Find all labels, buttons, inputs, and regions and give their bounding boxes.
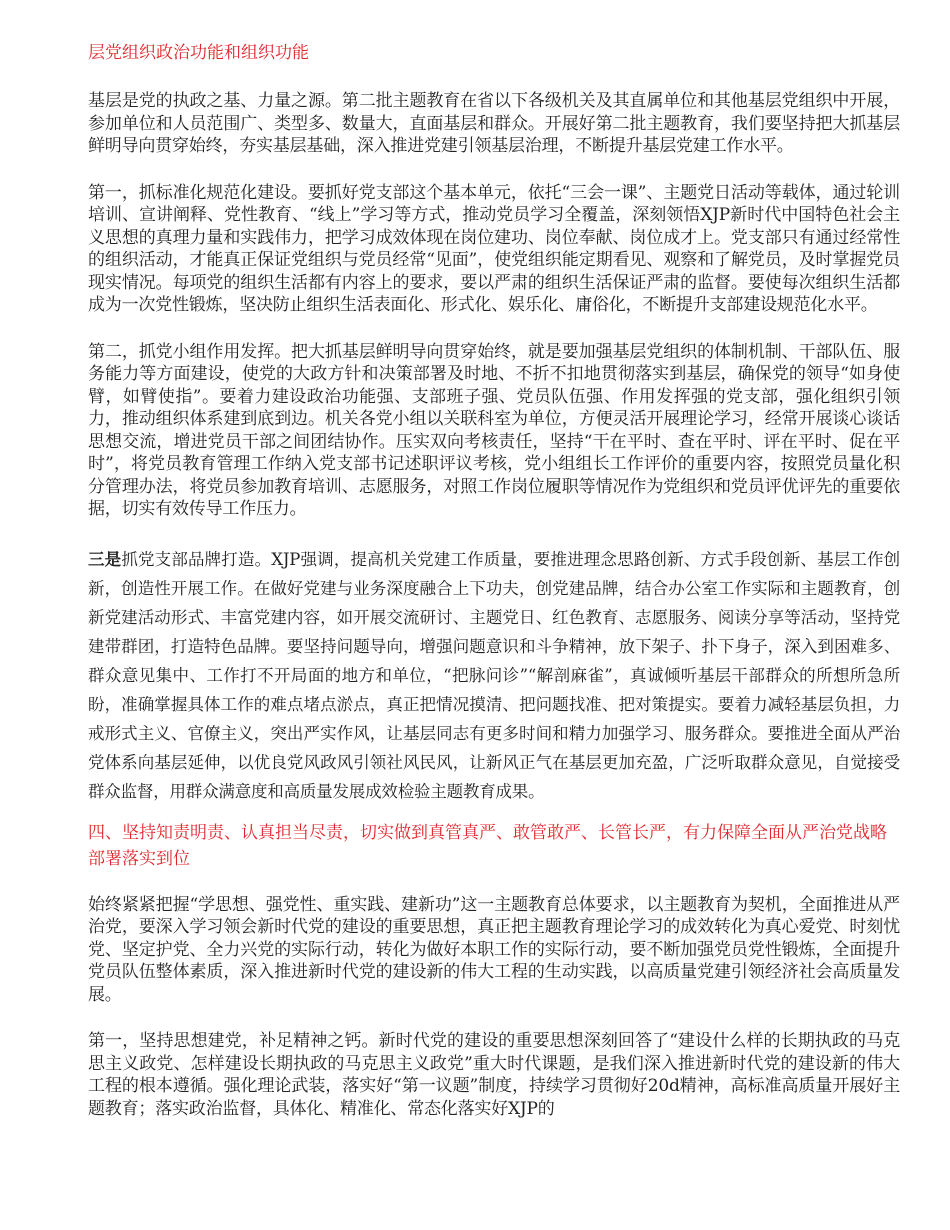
paragraph-intro: 基层是党的执政之基、力量之源。第二批主题教育在省以下各级机关及其直属单位和其他基层党组织中开展，参加单位和人员范围广、类型多、数量大，直面基层和群众。开展好第二批主题教育，我们要坚持把大抓基层鲜明导向贯穿始终，夯实基层基础，深入推进党建引领基层治理，不断提升基层党建工作水平。 <box>88 91 900 156</box>
paragraph-third-lead: 三是 <box>88 549 122 569</box>
paragraph-third-body: 抓党支部品牌打造。XJP强调，提高机关党建工作质量，要推进理念思路创新、方式手段创新、基层工作创新，创造性开展工作。在做好党建与业务深度融合上下功夫，创党建品牌，结合办公室工作实际和主题教育，创新党建活动形式、丰富党建内容，如开展交流研讨、主题党日、红色教育、志愿服务、阅读分享等活动，坚持党建带群团，打造特色品牌。要坚持问题导向，增强问题意识和斗争精神，放下架子、扑下身子，深入到困难多、群众意见集中、工作打不开局面的地方和单位，“把脉问诊”“解剖麻雀”，真诚倾听基层干部群众的所想所急所盼，准确掌握具体工作的难点堵点淤点，真正把情况摸清、把问题找准、把对策提实。要着力减轻基层负担，力戒形式主义、官僚主义，突出严实作风，让基层同志有更多时间和精力加强学习、服务群众。要推进全面从严治党体系向基层延伸，以优良党风政风引领社风民风，让新风正气在基层更加充盈，广泛听取群众意见，自觉接受群众监督，用群众满意度和高质量发展成效检验主题教育成果。 <box>88 549 900 801</box>
paragraph-first: 第一，抓标准化规范化建设。要抓好党支部这个基本单元，依托“三会一课”、主题党日活动等载体，通过轮训培训、宣讲阐释、党性教育、“线上”学习等方式，推动党员学习全覆盖，深刻领悟XJP新时代中国特色社会主义思想的真理力量和实践伟力，把学习成效体现在岗位建功、岗位奉献、岗位成才上。党支部只有通过经常性的组织活动，才能真正保证党组织与党员经常“见面”，使党组织能定期看见、观察和了解党员，及时掌握党员现实情况。每项党的组织生活都有内容上的要求，要以严肃的组织生活保证严肃的监督。要使每次组织生活都成为一次党性锻炼，坚决防止组织生活表面化、形式化、娱乐化、庸俗化，不断提升支部建设规范化水平。 <box>88 182 900 315</box>
paragraph-second: 第二，抓党小组作用发挥。把大抓基层鲜明导向贯穿始终，就是要加强基层党组织的体制机制、干部队伍、服务能力等方面建设，使党的大政方针和决策部署及时地、不折不扣地贯彻落实到基层，确保党的领导“如身使臂，如臂使指”。要着力建设政治功能强、支部班子强、党员队伍强、作用发挥强的党支部，强化组织引领力，推动组织体系建到底到边。机关各党小组以关联科室为单位，方便灵活开展理论学习，经常开展谈心谈话思想交流，增进党员干部之间团结协作。压实双向考核责任，坚持“干在平时、查在平时、评在平时、促在平时”，将党员教育管理工作纳入党支部书记述职评议考核，党小组组长工作评价的重要内容，按照党员量化积分管理办法，将党员参加教育培训、志愿服务，对照工作岗位履职等情况作为党组织和党员评优评先的重要依据，切实有效传导工作压力。 <box>88 341 900 519</box>
document-page <box>88 40 900 1144</box>
paragraph-third <box>88 545 900 806</box>
paragraph-four-intro: 始终紧紧把握“学思想、强党性、重实践、建新功”这一主题教育总体要求，以主题教育为契机，全面推进从严治党，要深入学习领会新时代党的建设的重要思想，真正把主题教育理论学习的成效转化为真心爱党、时刻忧党、坚定护党、全力兴党的实际行动，转化为做好本职工作的实际行动，要不断加强党员党性锻炼，全面提升党员队伍整体素质，深入推进新时代党的建设新的伟大工程的生动实践，以高质量党建引领经济社会高质量发展。 <box>88 894 900 1005</box>
paragraph-four-first: 第一，坚持思想建党，补足精神之钙。新时代党的建设的重要思想深刻回答了“建设什么样的长期执政的马克思主义政党、怎样建设长期执政的马克思主义政党”重大时代课题，是我们深入推进新时代党的建设新的伟大工程的根本遵循。强化理论武装，落实好“第一议题”制度，持续学习贯彻好20d精神，高标准高质量开展好主题教育；落实政治监督，具体化、精准化、常态化落实好XJP的 <box>88 1031 900 1119</box>
section-heading-top: 层党组织政治功能和组织功能 <box>88 43 309 63</box>
section-heading-four: 四、坚持知责明责、认真担当尽责，切实做到真管真严、敢管敢严、长管长严，有力保障全面从严治党战略部署落实到位 <box>88 822 887 869</box>
